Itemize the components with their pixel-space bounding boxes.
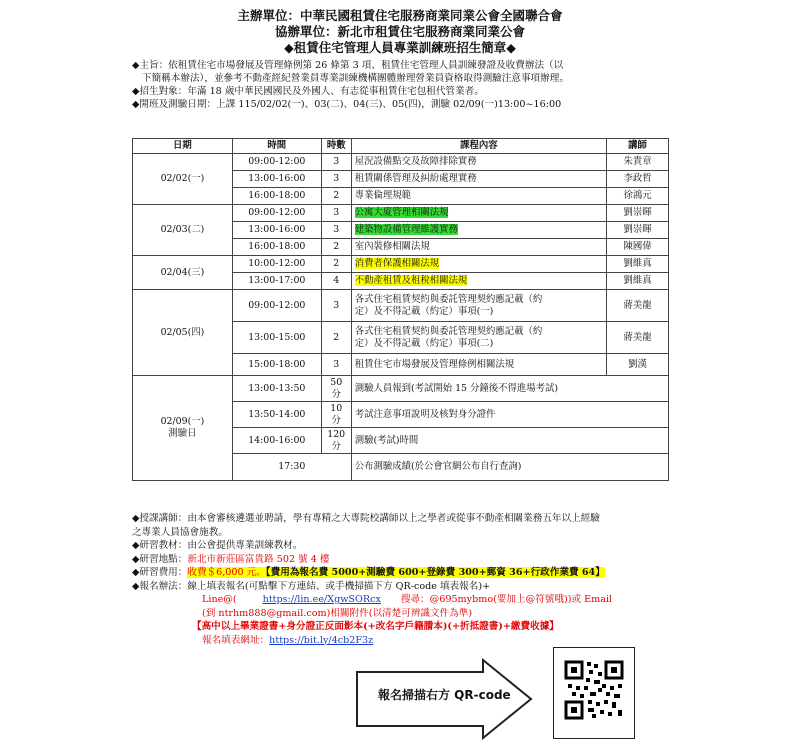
hours-cell: 3: [321, 171, 351, 188]
fee-label: ◆研習費用：: [132, 567, 188, 578]
instructor-text-2: 之專業人員協會施教。: [132, 526, 228, 538]
time-cell: 09:00-12:00: [232, 290, 321, 322]
table-row: [133, 376, 669, 402]
qr-arrow-label: 報名掃描右方 QR-code: [378, 688, 511, 702]
location-value: 新北市新莊區富貴路 502 號 4 樓: [187, 553, 330, 565]
header-date: 日期: [133, 139, 233, 154]
location-label: ◆研習地點：: [132, 553, 188, 565]
header-content: 課程內容: [351, 139, 606, 154]
teacher-cell: 劉維真: [607, 273, 669, 290]
content-cell: 屋況設備點交及故障排除實務: [351, 154, 606, 171]
highlighted-course: 公寓大廈管理相關法規: [354, 207, 449, 218]
time-cell: 13:00-16:00: [232, 222, 321, 239]
target-text: ◆招生對象：年滿 18 歲中華民國國民及外國人、有志從事租賃住宅包租代管業者。: [132, 86, 484, 97]
intro-section: [132, 59, 672, 111]
date-cell: 02/05(四): [133, 290, 233, 376]
content-cell: [351, 290, 606, 322]
hours-cell: 3: [321, 205, 351, 222]
highlighted-course: 建築物設備管理維護實務: [354, 224, 458, 235]
location-line: [132, 553, 672, 567]
teacher-cell: 蔣美龍: [607, 290, 669, 322]
purpose-text-2: 下簡稱本辦法），並參考不動產經紀營業員專業訓練機構團體辦理營業員資格取得測驗注意事項辦理。: [142, 73, 569, 84]
header-teacher: 講師: [607, 139, 669, 154]
minutes-value: 120: [327, 428, 346, 440]
signup-line-2: [202, 593, 672, 607]
hours-cell: 2: [321, 188, 351, 205]
time-cell: 09:00-12:00: [232, 205, 321, 222]
hours-cell: 4: [321, 273, 351, 290]
header-hours: 時數: [321, 139, 351, 154]
purpose-text-1: ◆主旨：依租賃住宅市場發展及管理條例第 26 條第 3 項、租賃住宅管理人員訓練發證及收費辦法（以: [132, 60, 564, 71]
time-cell: 16:00-18:00: [232, 188, 321, 205]
date-cell: 02/03(二): [133, 205, 233, 256]
table-header-row: [133, 139, 669, 154]
qr-code-icon: [554, 648, 634, 738]
content-line-2: 定）及不得記載（約定）事項(二): [354, 337, 494, 349]
teacher-cell: 劉維真: [607, 256, 669, 273]
content-cell: [351, 273, 606, 290]
time-cell: 14:00-16:00: [232, 428, 321, 454]
content-cell: 公布測驗成績(於公會官網公布自行查詢): [351, 454, 668, 481]
highlighted-course: 不動產租賃及租稅相關法規: [354, 275, 468, 286]
hours-cell: 3: [321, 354, 351, 376]
date-cell: 02/02(一): [133, 154, 233, 205]
date-cell: [133, 376, 233, 481]
teacher-cell: 蔣美龍: [607, 322, 669, 354]
email-line: (到 ntrhm888@gmail.com)相關附件(以清楚可辨識文件為準): [202, 607, 473, 619]
time-cell: 13:50-14:00: [232, 402, 321, 428]
content-cell: 租賃住宅市場發展及管理條例相關法規: [351, 354, 606, 376]
time-cell: 15:00-18:00: [232, 354, 321, 376]
teacher-cell: 陳國偉: [607, 239, 669, 256]
minutes-unit: 分: [331, 388, 341, 400]
co-organizer-line: 協辦單位：新北市租賃住宅服務商業同業公會: [274, 24, 525, 39]
minutes-value: 50: [330, 376, 343, 388]
content-cell: 租賃關係管理及糾紛處理實務: [351, 171, 606, 188]
materials-text: ◆研習教材：由公會提供專業訓練教材。: [132, 540, 303, 551]
test-day-label: 測驗日: [168, 428, 197, 439]
hours-cell: 2: [321, 239, 351, 256]
table-row: [133, 205, 669, 222]
time-cell: 16:00-18:00: [232, 239, 321, 256]
time-cell: 09:00-12:00: [232, 154, 321, 171]
content-cell: [351, 322, 606, 354]
hours-cell: 3: [321, 154, 351, 171]
fee-line: [132, 566, 672, 580]
hours-cell: [321, 376, 351, 402]
hours-cell: [321, 428, 351, 454]
time-cell: 13:00-17:00: [232, 273, 321, 290]
minutes-unit: 分: [331, 440, 341, 452]
time-cell: 13:00-13:50: [232, 376, 321, 402]
signup-line-1: [132, 580, 672, 594]
time-cell: 17:30: [232, 454, 351, 481]
time-cell: 13:00-15:00: [232, 322, 321, 354]
dates-text: ◆開班及測驗日期：上課 115/02/02(一)、03(二)、04(三)、05(四)，測驗 02/09(一)13:00~16:00: [132, 99, 562, 110]
signup-label: ◆報名辦法：: [132, 580, 188, 592]
teacher-cell: 李政哲: [607, 171, 669, 188]
content-line-1: 各式住宅租賃契約與委託管理契約應記載（約: [354, 325, 543, 337]
content-cell: 室內裝修相關法規: [351, 239, 606, 256]
required-docs: 【高中以上畢業證書+身分證正反面影本(+改名字戶籍謄本)(+折抵證書)+繳費收據】: [192, 621, 559, 632]
time-cell: 13:00-16:00: [232, 171, 321, 188]
content-cell: 測驗(考試)時間: [351, 428, 668, 454]
hours-cell: 2: [321, 322, 351, 354]
content-cell: [351, 205, 606, 222]
hours-cell: [321, 402, 351, 428]
signup-text: 線上填表報名(可點擊下方連結、或手機掃描下方 QR-code 填表報名)+: [187, 580, 491, 592]
content-line-1: 各式住宅租賃契約與委託管理契約應記載（約: [354, 293, 543, 305]
line-search-text: 搜尋：@695mybmo(要加上@符號哦))或 Email: [400, 594, 613, 605]
time-cell: 10:00-12:00: [232, 256, 321, 273]
schedule-table: [132, 138, 669, 481]
hours-cell: 3: [321, 290, 351, 322]
instructor-text-1: ◆授課講師：由本會審核遴選並聘請，學有專精之大專院校講師以上之學者或從事不動產相關業務五年以上經驗: [132, 513, 600, 524]
teacher-cell: 劉漢: [607, 354, 669, 376]
teacher-cell: 朱貴章: [607, 154, 669, 171]
notes-section: [132, 512, 672, 647]
form-line: [202, 634, 672, 648]
teacher-cell: 劉崇暉: [607, 205, 669, 222]
table-row: [133, 256, 669, 273]
form-link[interactable]: https://bit.ly/4cb2F3z: [269, 634, 374, 646]
qr-code-box[interactable]: [553, 647, 635, 739]
line-link[interactable]: https://lin.ee/XgwSORcx: [262, 594, 381, 605]
organizer-line: 主辦單位：中華民國租賃住宅服務商業同業公會全國聯合會: [237, 8, 563, 23]
content-cell: 測驗人員報到(考試開始 15 分鐘後不得進場考試): [351, 376, 668, 402]
header-time: 時間: [232, 139, 321, 154]
teacher-cell: 徐鴻元: [607, 188, 669, 205]
table-row: [133, 154, 669, 171]
teacher-cell: 劉崇暉: [607, 222, 669, 239]
hours-cell: 2: [321, 256, 351, 273]
fee-amount: 收費＄6,000 元。: [187, 567, 266, 578]
table-row: [133, 290, 669, 322]
test-date: 02/09(一): [160, 416, 205, 427]
flyer-title: ◆租賃住宅管理人員專業訓練班招生簡章◆: [284, 40, 516, 55]
content-cell: [351, 256, 606, 273]
minutes-unit: 分: [331, 414, 341, 426]
highlighted-course: 消費者保護相關法規: [354, 258, 440, 269]
fee-detail: 【費用為報名費 5000+測驗費 600+登錄費 300+郵資 36+行政作業費 64】: [265, 567, 605, 578]
minutes-value: 10: [330, 402, 343, 414]
line-label: Line@(: [202, 594, 237, 605]
hours-cell: 3: [321, 222, 351, 239]
form-label: 報名填表網址：: [202, 634, 270, 646]
content-cell: [351, 222, 606, 239]
date-cell: 02/04(三): [133, 256, 233, 290]
content-line-2: 定）及不得記載（約定）事項(一): [354, 305, 494, 317]
content-cell: 考試注意事項說明及核對身分證件: [351, 402, 668, 428]
content-cell: 專業倫理規範: [351, 188, 606, 205]
